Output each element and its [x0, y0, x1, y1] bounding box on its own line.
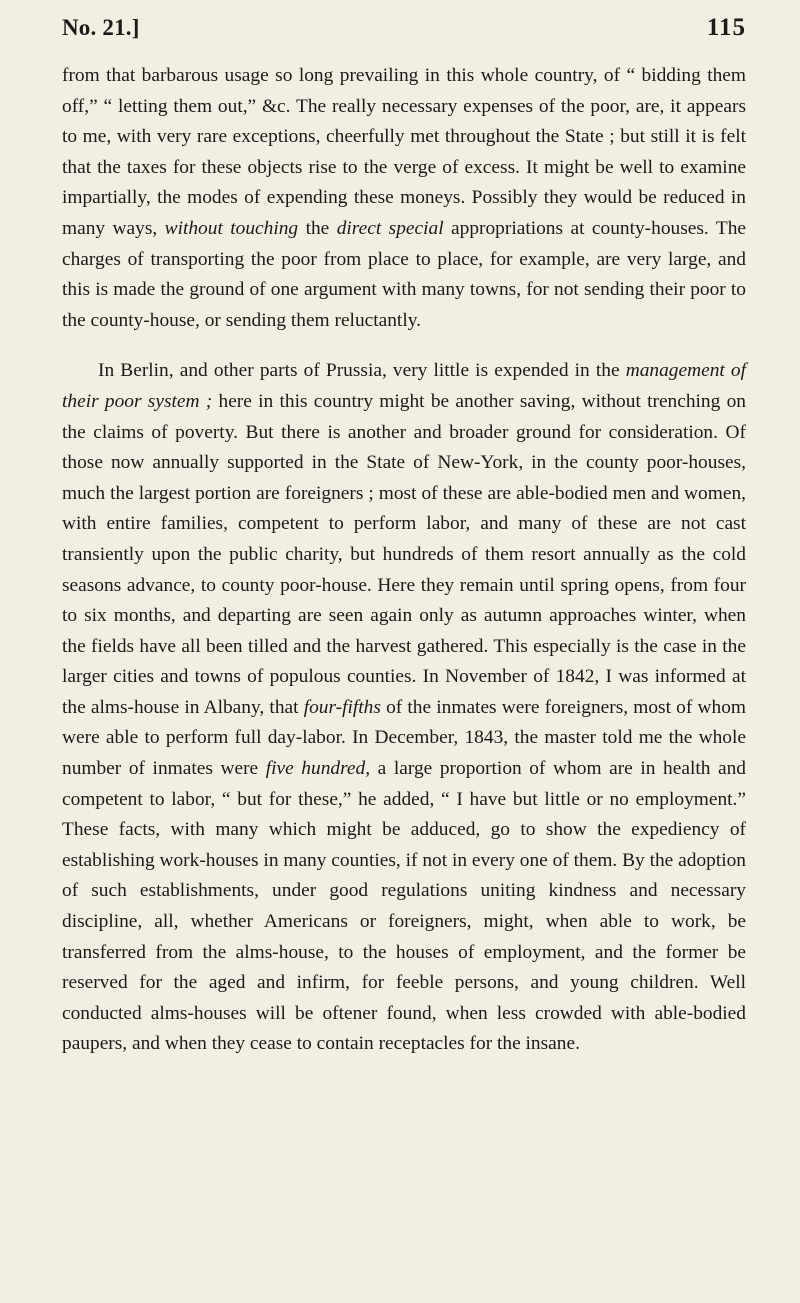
page-number: 115: [706, 14, 746, 41]
text-segment: the: [298, 217, 337, 239]
running-head: [62, 14, 746, 48]
text-segment: of the inmates were foreigners, most of whom were able to perform full day-labor. In December, 1843, the master told me the whole number of inmates were: [62, 696, 746, 780]
italic-segment: management of their poor system ;: [62, 360, 746, 412]
text-segment: from that barbarous usage so long prevailing in this whole country, of “ bidding them off,” “ letting them out,” &c. The really necessary expenses of the poor, are, it appears to me, with very rare exceptions, cheerfully met throughout the State ; but still it is felt that the taxes for these objects rise to the verge of excess. It might be well to examine impartially, the modes of expending these moneys. Possibly they would be reduced in many ways,: [62, 65, 746, 239]
italic-segment: four-fifths: [303, 696, 381, 718]
text-segment: appropriations at county-houses. The charges of transporting the poor from place to place, for example, are very large, and this is made the ground of one argument with many towns, for not sending their poor to the county-house, or sending them reluctantly.: [62, 217, 747, 331]
text-segment: here in this country might be another saving, without trenching on the claims of poverty. But there is another and broader ground for consideration. Of those now annually supported in the State of New-York, in the county poor-houses, much the largest portion are foreigners ; most of these are able-bodied men and women, with entire families, competent to perform labor, and many of these are not cast transiently upon the public charity, but hundreds of them resort annually as the cold seasons advance, to county poor-house. Here they remain until spring opens, from four to six months, and departing are seen again only as autumn approaches winter, when the fields have all been tilled and the harvest gathered. This especially is the case in the larger cities and towns of populous counties. In November of 1842, I was informed at the alms-house in Albany, that: [62, 390, 746, 718]
paragraph-1: [62, 61, 746, 336]
italic-segment: direct special: [336, 217, 444, 239]
italic-segment: without touching: [164, 217, 299, 239]
text-segment: a large proportion of whom are in health and competent to labor, “ but for these,” he added, “ I have but little or no employment.” These facts, with many which might be adduced, go to show the expediency of establishing work-houses in many counties, if not in every one of them. By the adoption of such establishments, under good regulations uniting kindness and necessary discipline, all, whether Americans or foreigners, might, when able to work, be transferred from the alms-house, to the houses of employment, and the former be reserved for the aged and infirm, for feeble persons, and young children. Well conducted alms-houses will be oftener found, when less crowded with able-bodied paupers, and when they cease to contain receptacles for the insane.: [62, 758, 747, 1055]
issue-number: No. 21.]: [62, 15, 140, 40]
text-segment: In Berlin, and other parts of Prussia, very little is expended in the: [98, 360, 626, 382]
paragraph-2: [62, 356, 746, 1060]
italic-segment: five hundred,: [265, 758, 371, 780]
body-text: [62, 61, 746, 1060]
